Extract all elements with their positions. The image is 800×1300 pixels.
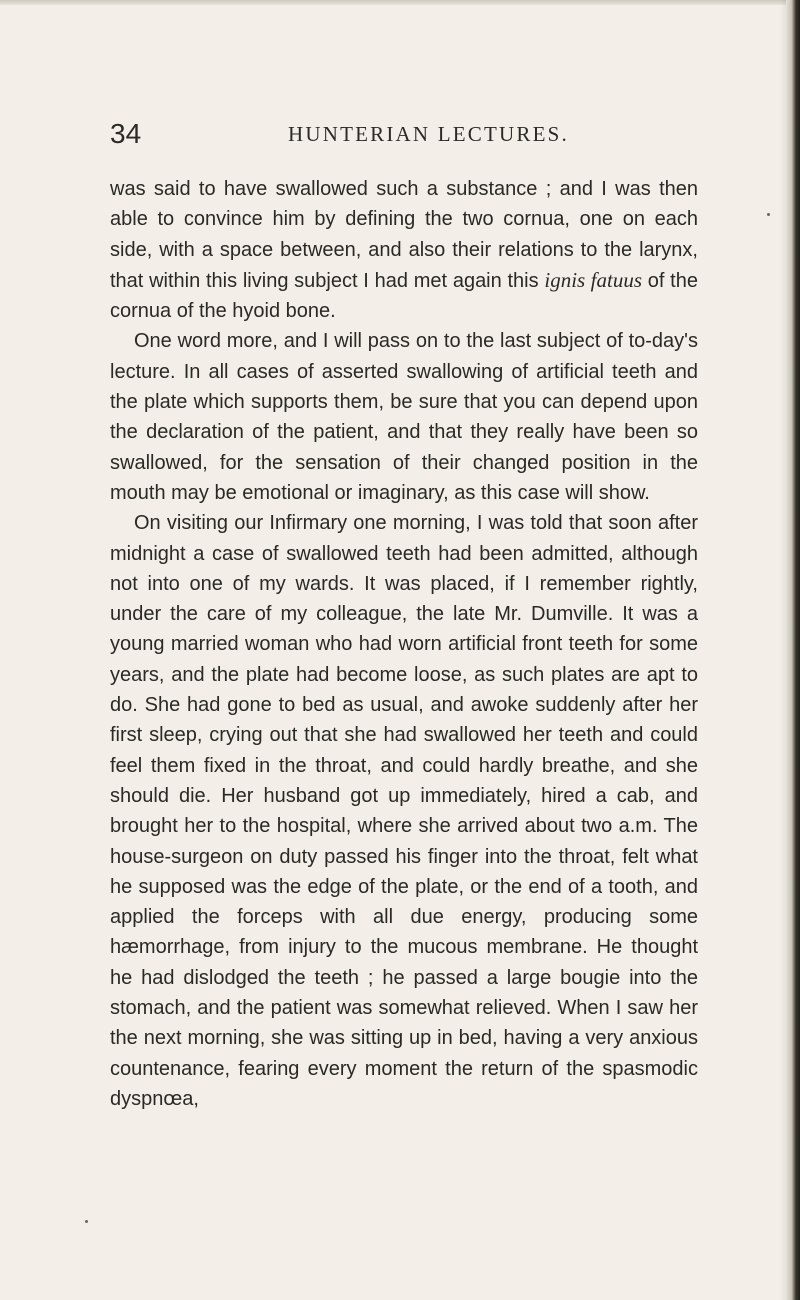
paragraph-2: One word more, and I will pass on to the last subject of to-day's lecture. In all cases of asserted swallowing of artificial teeth and the plate which supports them, be sure that you can depend upon the declaration of the patient, and that they really have been so swallowed, for the sensation of their changed position in the mouth may be emotional or imaginary, as this case will show. bbox=[110, 330, 698, 504]
running-head: HUNTERIAN LECTURES. bbox=[288, 122, 569, 146]
body-text bbox=[110, 174, 698, 1114]
paragraph-1-text-a: was said to have swallowed such a substance ; and I was then able to convince him by defining the two cornua, one on each side, with a space between, and also their relations to the larynx, that within this living subject I had met again this bbox=[110, 178, 698, 292]
paper-speck bbox=[767, 213, 770, 216]
right-page-edge bbox=[786, 0, 800, 1300]
paragraph-3: On visiting our Infirmary one morning, I was told that soon after midnight a case of swallowed teeth had been admitted, although not into one of my wards. It was placed, if I remember rightly, under the care of my colleague, the late Mr. Dumville. It was a young married woman who had worn artificial front teeth for some years, and the plate had become loose, as such plates are apt to do. She had gone to bed as usual, and awoke suddenly after her first sleep, crying out that she had swallowed her teeth and could feel them fixed in the throat, and could hardly breathe, and she should die. Her husband got up immediately, hired a cab, and brought her to the hospital, where she arrived about two a.m. The house-surgeon on duty passed his finger into the throat, felt what he supposed was the edge of the plate, or the end of a tooth, and applied the forceps with all due energy, producing some hæmorrhage, from injury to the mucous membrane. He thought he had dislodged the teeth ; he passed a large bougie into the stomach, and the patient was somewhat relieved. When I saw her the next morning, she was sitting up in bed, having a very anxious countenance, fearing every moment the return of the spasmodic dyspnœa, bbox=[110, 512, 698, 1110]
paragraph-1-italic: ignis fatuus bbox=[544, 267, 642, 292]
top-page-edge bbox=[0, 0, 800, 5]
page-header bbox=[0, 118, 800, 158]
paragraph-1-text-b: of the cornua of the hyoid bone. bbox=[110, 269, 698, 323]
paper-speck bbox=[85, 1220, 88, 1223]
page-number: 34 bbox=[110, 118, 142, 149]
paragraph-1 bbox=[110, 174, 698, 326]
